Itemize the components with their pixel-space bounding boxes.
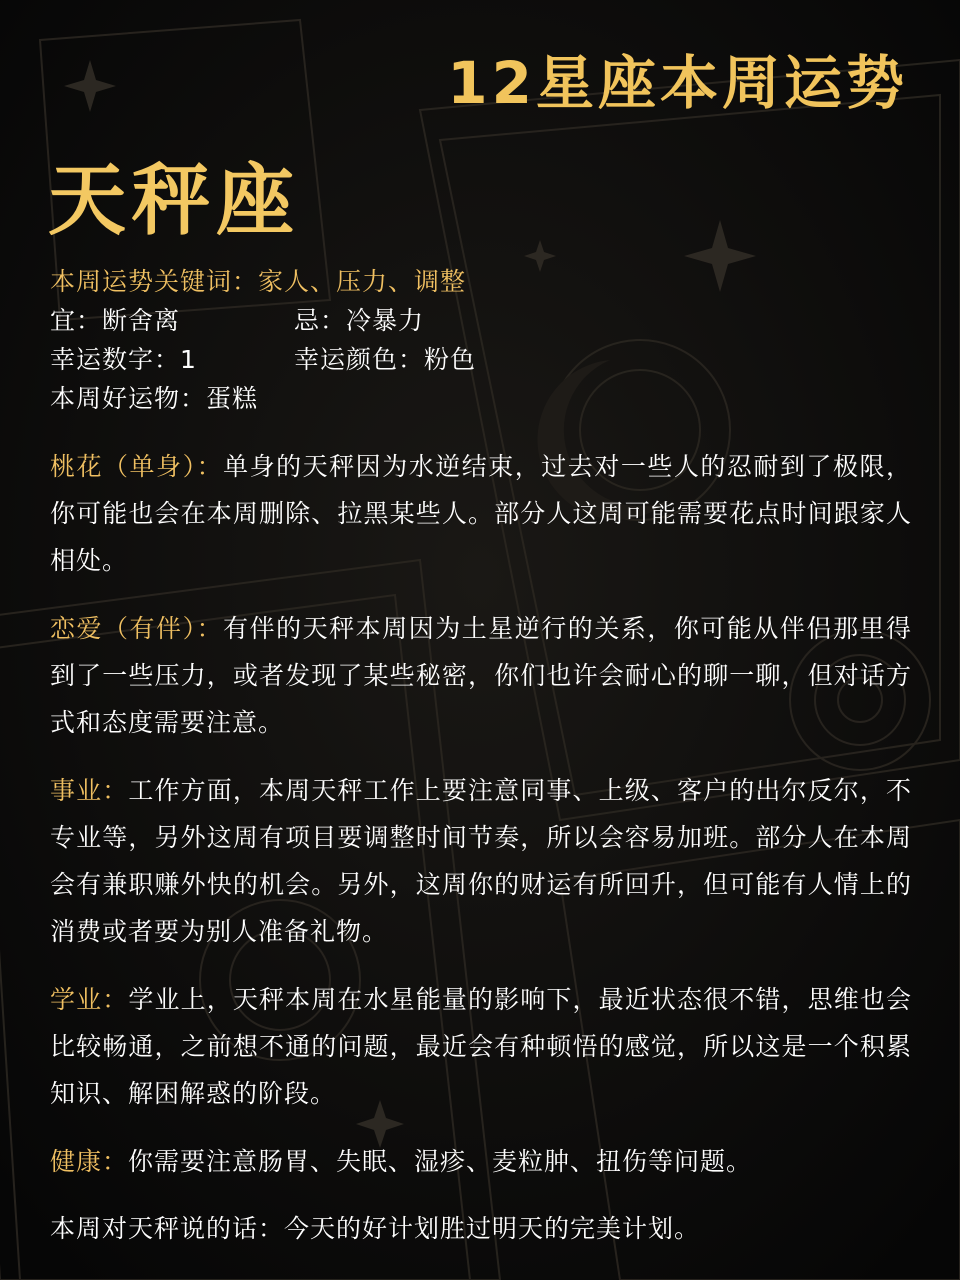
- message-text: 今天的好计划胜过明天的完美计划。: [284, 1214, 701, 1243]
- dont-label: 忌：: [294, 306, 347, 335]
- keywords-line: [50, 262, 466, 298]
- do-label: 宜：: [50, 306, 103, 335]
- lucky-color-label: 幸运颜色：: [294, 345, 425, 374]
- love-single-text: 单身的天秤因为水逆结束，过去对一些人的忍耐到了极限，你可能也会在本周删除、拉黑某些人。部分人这周可能需要花点时间跟家人相处。: [50, 452, 912, 575]
- section-love-single: [50, 443, 912, 584]
- keywords-label: 本周运势关键词：: [50, 267, 259, 296]
- lucky-number-value: 1: [180, 345, 197, 374]
- lucky-item-label: 本周好运物：: [50, 384, 207, 413]
- lucky-number-label: 幸运数字：: [50, 345, 181, 374]
- dont-value: 冷暴力: [346, 306, 425, 335]
- do-value: 断舍离: [102, 306, 181, 335]
- message-label: 本周对天秤说的话：: [50, 1214, 285, 1243]
- section-message: [50, 1205, 912, 1252]
- lucky-item-line: [50, 379, 258, 415]
- lucky-line: [50, 340, 910, 376]
- keywords-value: 家人、压力、调整: [258, 267, 467, 296]
- health-label: 健康：: [50, 1147, 129, 1176]
- career-label: 事业：: [50, 776, 129, 805]
- love-single-label: 桃花（单身）：: [50, 452, 224, 481]
- lucky-item-value: 蛋糕: [206, 384, 259, 413]
- love-couple-label: 恋爱（有伴）：: [50, 614, 224, 643]
- page-title: 12星座本周运势: [447, 49, 908, 117]
- lucky-color-item: [294, 340, 476, 376]
- do-dont-line: [50, 301, 910, 337]
- love-couple-text: 有伴的天秤本周因为土星逆行的关系，你可能从伴侣那里得到了一些压力，或者发现了某些秘密，你们也许会耐心的聊一聊，但对话方式和态度需要注意。: [50, 614, 912, 737]
- section-study: [50, 976, 912, 1117]
- section-love-couple: [50, 605, 912, 746]
- study-text: 学业上，天秤本周在水星能量的影响下，最近状态很不错，思维也会比较畅通，之前想不通的问题，最近会有种顿悟的感觉，所以这是一个积累知识、解困解惑的阶段。: [50, 985, 912, 1108]
- lucky-color-value: 粉色: [424, 345, 477, 374]
- section-career: [50, 767, 912, 955]
- health-text: 你需要注意肠胃、失眠、湿疹、麦粒肿、扭伤等问题。: [128, 1147, 753, 1176]
- zodiac-sign-title: 天秤座: [48, 156, 301, 246]
- career-text: 工作方面，本周天秤工作上要注意同事、上级、客户的出尔反尔，不专业等，另外这周有项目要调整时间节奏，所以会容易加班。部分人在本周会有兼职赚外快的机会。另外，这周你的财运有所回升，但可能有人情上的消费或者要为别人准备礼物。: [50, 776, 912, 946]
- section-health: [50, 1138, 912, 1185]
- study-label: 学业：: [50, 985, 129, 1014]
- dont-item: [294, 301, 424, 337]
